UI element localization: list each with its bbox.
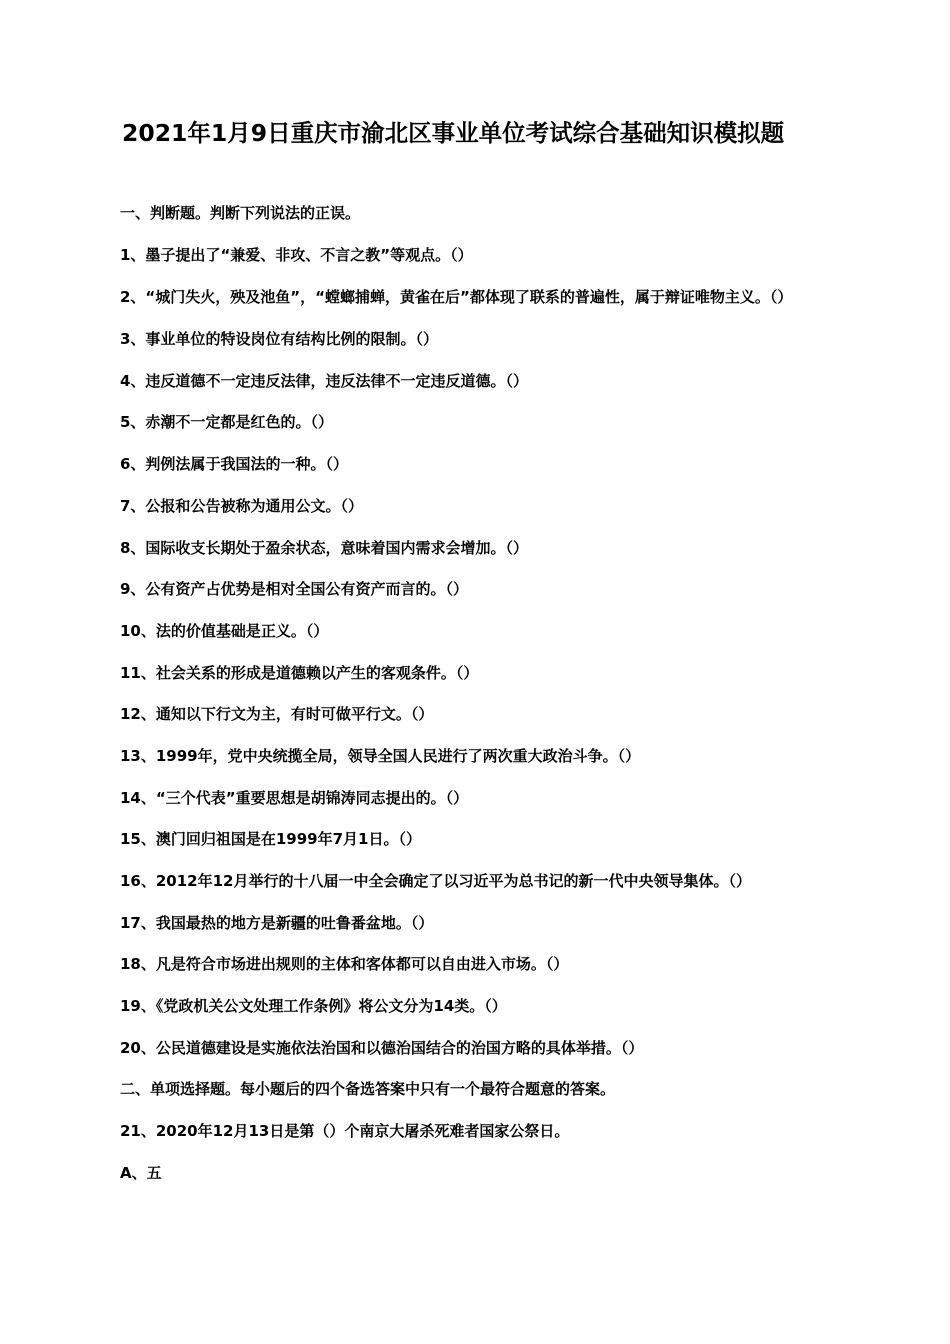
section-heading-single-choice: 二、单项选择题。每小题后的四个备选答案中只有一个最符合题意的答案。: [120, 1080, 616, 1099]
question-6: 6、判例法属于我国法的一种。（）: [120, 455, 348, 474]
question-5: 5、赤潮不一定都是红色的。（）: [120, 413, 333, 432]
question-7: 7、公报和公告被称为通用公文。（）: [120, 496, 363, 515]
question-14: 14、“三个代表”重要思想是胡锦涛同志提出的。（）: [120, 788, 469, 807]
question-12: 12、通知以下行文为主，有时可做平行文。（）: [120, 705, 434, 724]
question-17: 17、我国最热的地方是新疆的吐鲁番盆地。（）: [120, 913, 434, 932]
question-19: 19、《党政机关公文处理工作条例》将公文分为14类。（）: [120, 997, 507, 1016]
document-body: [88, 203, 878, 1205]
question-2: 2、“城门失火，殃及池鱼”，“螳螂捕蝉，黄雀在后”都体现了联系的普遍性，属于辩证唯物主义。（）: [120, 288, 793, 307]
question-21: 21、2020年12月13日是第（）个南京大屠杀死难者国家公祭日。: [120, 1122, 570, 1141]
question-18: 18、凡是符合市场进出规则的主体和客体都可以自由进入市场。（）: [120, 955, 569, 974]
question-1: 1、墨子提出了“兼爱、非攻、不言之教”等观点。（）: [120, 245, 473, 264]
option-a: A、五: [120, 1163, 162, 1182]
question-3: 3、事业单位的特设岗位有结构比例的限制。（）: [120, 330, 438, 349]
document-title: 2021年1月9日重庆市渝北区事业单位考试综合基础知识模拟题: [122, 119, 785, 147]
question-8: 8、国际收支长期处于盈余状态，意味着国内需求会增加。（）: [120, 538, 528, 557]
question-11: 11、社会关系的形成是道德赖以产生的客观条件。（）: [120, 663, 479, 682]
question-9: 9、公有资产占优势是相对全国公有资产而言的。（）: [120, 580, 468, 599]
question-20: 20、公民道德建设是实施依法治国和以德治国结合的治国方略的具体举措。（）: [120, 1038, 644, 1057]
question-15: 15、澳门回归祖国是在1999年7月1日。（）: [120, 830, 421, 849]
question-13: 13、1999年，党中央统揽全局，领导全国人民进行了两次重大政治斗争。（）: [120, 746, 641, 765]
question-16: 16、2012年12月举行的十八届一中全会确定了以习近平为总书记的新一代中央领导集体。（）: [120, 872, 751, 890]
question-10: 10、法的价值基础是正义。（）: [120, 621, 329, 640]
section-heading-judgment: 一、判断题。判断下列说法的正误。: [120, 204, 361, 222]
question-4: 4、违反道德不一定违反法律，违反法律不一定违反道德。（）: [120, 371, 528, 390]
